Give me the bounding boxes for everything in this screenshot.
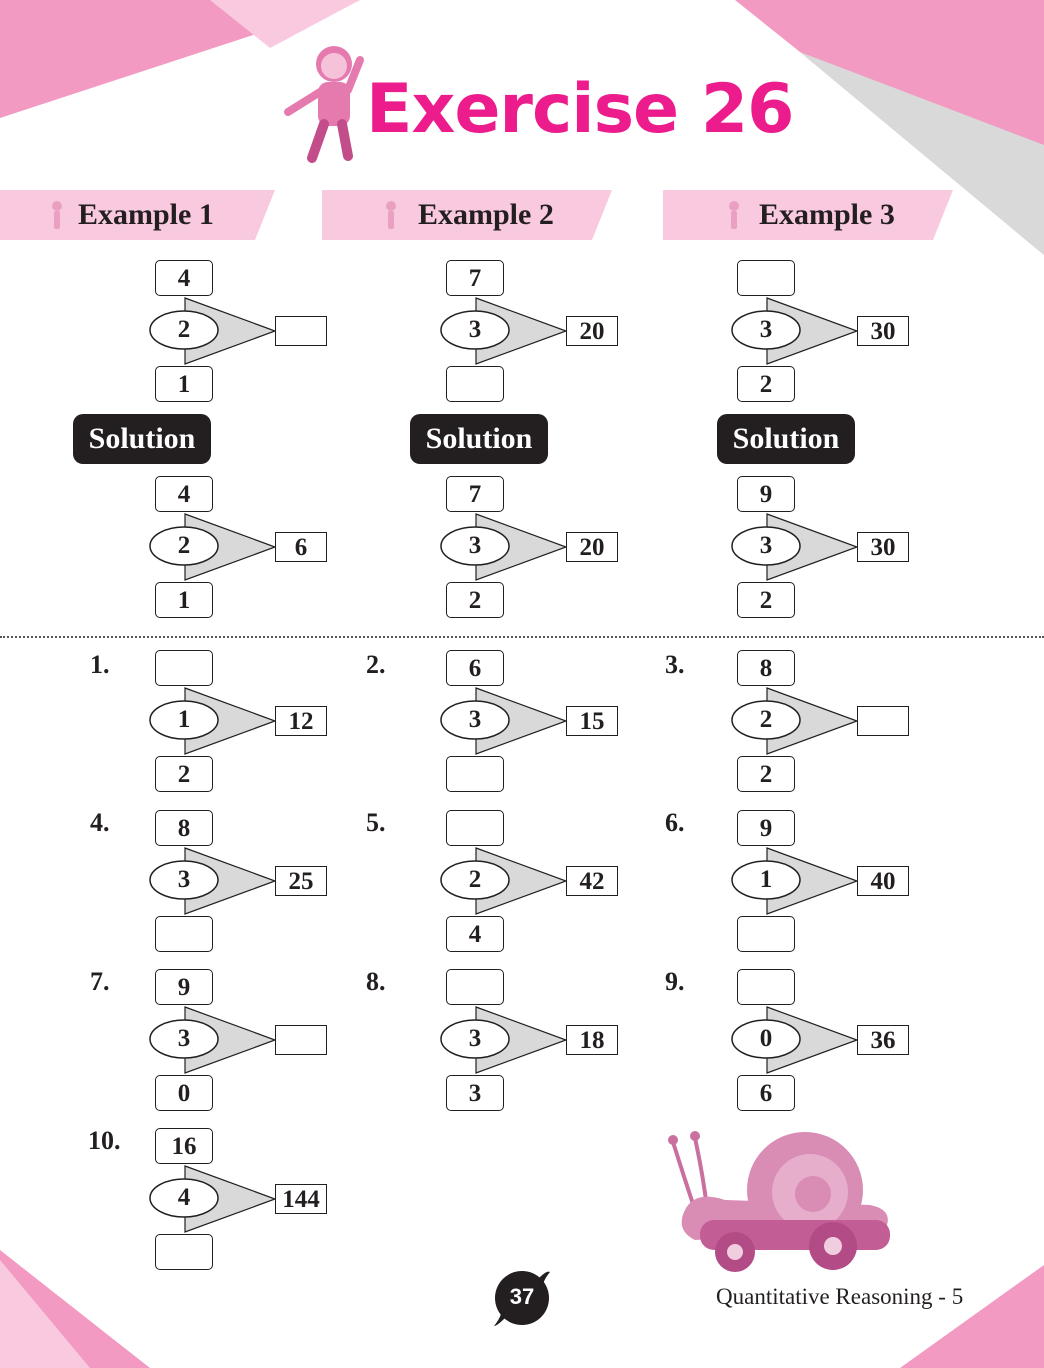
question-number: 8. xyxy=(366,967,386,996)
result-box[interactable]: 42 xyxy=(566,866,618,896)
top-box: 7 xyxy=(446,476,504,512)
page-number-text: 37 xyxy=(509,1284,535,1309)
page-title: Exercise 26 xyxy=(366,70,794,149)
example-label: Example 2 xyxy=(418,198,554,231)
middle-value: 3 xyxy=(468,532,482,559)
bottom-box[interactable]: 1 xyxy=(155,366,213,402)
section-divider xyxy=(0,636,1044,638)
middle-value: 1 xyxy=(759,866,773,893)
solution-label: Solution xyxy=(717,414,855,464)
top-box[interactable]: 4 xyxy=(155,260,213,296)
question-3-puzzle xyxy=(731,650,911,790)
middle-value: 2 xyxy=(177,532,191,559)
question-9-puzzle xyxy=(731,969,911,1109)
question-10-puzzle xyxy=(149,1128,329,1268)
result-box[interactable] xyxy=(275,316,327,346)
question-4-puzzle xyxy=(149,810,329,950)
result-box[interactable] xyxy=(275,1025,327,1055)
middle-value: 3 xyxy=(468,1025,482,1052)
bottom-box[interactable] xyxy=(155,916,213,952)
result-box: 20 xyxy=(566,532,618,562)
girl-mascot-icon xyxy=(282,40,372,166)
example-2-question xyxy=(440,260,620,400)
middle-value: 3 xyxy=(468,706,482,733)
middle-value: 0 xyxy=(759,1025,773,1052)
example-label: Example 3 xyxy=(759,198,895,231)
top-box: 4 xyxy=(155,476,213,512)
question-number: 2. xyxy=(366,650,386,679)
pencil-girl-icon xyxy=(380,199,402,231)
bottom-box[interactable]: 2 xyxy=(155,756,213,792)
question-number: 6. xyxy=(665,808,685,837)
bottom-box[interactable] xyxy=(737,916,795,952)
snail-car-icon xyxy=(655,1130,905,1275)
solution-label: Solution xyxy=(410,414,548,464)
question-2-puzzle xyxy=(440,650,620,790)
middle-value: 2 xyxy=(177,316,191,343)
middle-value: 2 xyxy=(759,706,773,733)
result-box[interactable]: 25 xyxy=(275,866,327,896)
top-box[interactable]: 9 xyxy=(737,810,795,846)
question-6-puzzle xyxy=(731,810,911,950)
question-7-puzzle xyxy=(149,969,329,1109)
question-1-puzzle xyxy=(149,650,329,790)
question-number: 5. xyxy=(366,808,386,837)
top-box[interactable]: 6 xyxy=(446,650,504,686)
bottom-box[interactable]: 3 xyxy=(446,1075,504,1111)
middle-value: 3 xyxy=(177,866,191,893)
middle-value: 1 xyxy=(177,706,191,733)
top-box: 9 xyxy=(737,476,795,512)
question-5-puzzle xyxy=(440,810,620,950)
question-8-puzzle xyxy=(440,969,620,1109)
example-label: Example 1 xyxy=(78,198,214,231)
solution-label: Solution xyxy=(73,414,211,464)
book-title: Quantitative Reasoning - 5 xyxy=(716,1284,964,1309)
bottom-box[interactable]: 6 xyxy=(737,1075,795,1111)
middle-value: 2 xyxy=(468,866,482,893)
question-number: 10. xyxy=(88,1126,121,1155)
top-box[interactable] xyxy=(737,260,795,296)
page-number xyxy=(493,1270,551,1328)
bottom-box[interactable]: 4 xyxy=(446,916,504,952)
bottom-box: 2 xyxy=(446,582,504,618)
example-2-solution xyxy=(440,476,620,616)
bottom-box[interactable]: 0 xyxy=(155,1075,213,1111)
pencil-girl-icon xyxy=(46,199,68,231)
bottom-box: 1 xyxy=(155,582,213,618)
bottom-box[interactable] xyxy=(446,366,504,402)
top-box[interactable] xyxy=(155,650,213,686)
pencil-girl-icon xyxy=(723,199,745,231)
example-3-question xyxy=(731,260,911,400)
example-banner-3 xyxy=(663,190,953,240)
result-box[interactable]: 144 xyxy=(275,1184,327,1214)
result-box[interactable]: 36 xyxy=(857,1025,909,1055)
example-3-solution xyxy=(731,476,911,616)
middle-value: 3 xyxy=(177,1025,191,1052)
question-number: 3. xyxy=(665,650,685,679)
bottom-box[interactable]: 2 xyxy=(737,366,795,402)
top-box[interactable]: 8 xyxy=(155,810,213,846)
top-box[interactable]: 8 xyxy=(737,650,795,686)
bottom-box: 2 xyxy=(737,582,795,618)
result-box: 30 xyxy=(857,532,909,562)
result-box[interactable]: 20 xyxy=(566,316,618,346)
result-box[interactable]: 18 xyxy=(566,1025,618,1055)
middle-value: 4 xyxy=(177,1184,191,1211)
top-box[interactable]: 16 xyxy=(155,1128,213,1164)
middle-value: 3 xyxy=(468,316,482,343)
example-banner-1 xyxy=(0,190,275,240)
bottom-box[interactable] xyxy=(155,1234,213,1270)
result-box[interactable]: 15 xyxy=(566,706,618,736)
middle-value: 3 xyxy=(759,532,773,559)
example-1-question xyxy=(149,260,329,400)
bottom-box[interactable] xyxy=(446,756,504,792)
question-number: 9. xyxy=(665,967,685,996)
example-1-solution xyxy=(149,476,329,616)
top-box[interactable] xyxy=(446,969,504,1005)
top-box[interactable] xyxy=(737,969,795,1005)
question-number: 7. xyxy=(90,967,110,996)
result-box[interactable]: 40 xyxy=(857,866,909,896)
result-box[interactable] xyxy=(857,706,909,736)
top-box[interactable] xyxy=(446,810,504,846)
top-box[interactable]: 7 xyxy=(446,260,504,296)
example-banner-2 xyxy=(322,190,612,240)
result-box[interactable]: 30 xyxy=(857,316,909,346)
question-number: 4. xyxy=(90,808,110,837)
result-box[interactable]: 12 xyxy=(275,706,327,736)
top-box[interactable]: 9 xyxy=(155,969,213,1005)
question-number: 1. xyxy=(90,650,110,679)
middle-value: 3 xyxy=(759,316,773,343)
bottom-box[interactable]: 2 xyxy=(737,756,795,792)
result-box: 6 xyxy=(275,532,327,562)
